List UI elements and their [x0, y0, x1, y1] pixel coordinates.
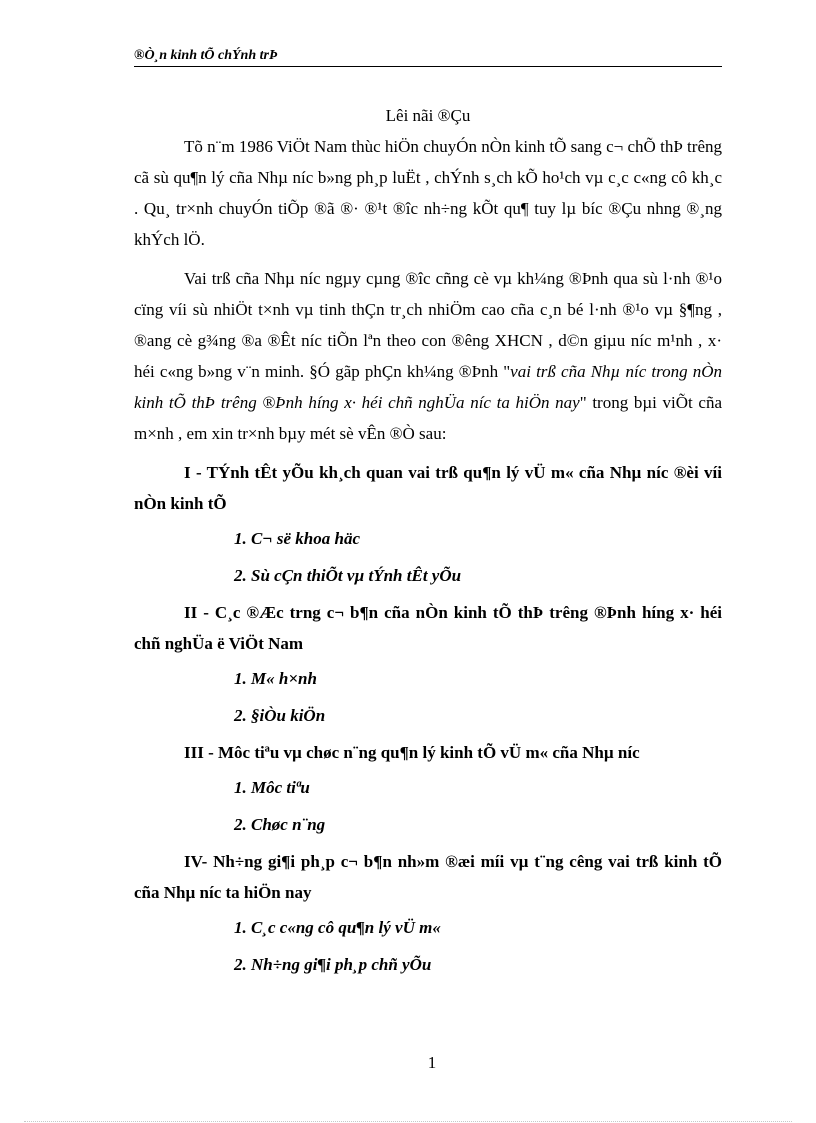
section-4-item-2: 2. Nh÷ng gi¶i ph¸p chñ yÕu: [234, 955, 432, 974]
paragraph-2: [134, 263, 722, 449]
section-2-item-2: 2. §iÒu kiÖn: [234, 706, 326, 725]
section-1-item-1: 1. C¬ së khoa häc: [234, 529, 361, 548]
page-number: 1: [427, 1053, 437, 1072]
document-title: Lêi nãi ®Çu: [385, 106, 471, 125]
section-heading-2: II - C¸c ®Æc trng c¬ b¶n cña nÒn kinh tÕ thÞ trêng ®Þnh híng x· héi chñ nghÜa ë ViÖt Nam: [134, 603, 722, 653]
paragraph-2-text: Vai trß cña Nhµ níc ngµy cµng ®îc cñng cè vµ kh¼ng ®Þnh qua sù l·nh ®¹o cïng víi sù nhiÖt t×nh vµ tinh thÇn tr¸ch nhiÖm cao cña c¸n bé l·nh ®¹o vµ §¶ng , ®ang cè g¾ng ®a ®Êt níc tiÕn lªn theo con ®êng XHCN , d©n giµu níc m¹nh , x· héi c«ng b»ng v¨n minh. §Ó gãp phÇn kh¼ng ®Þnh ": [134, 269, 722, 381]
section-3-item-2: 2. Chøc n¨ng: [234, 815, 326, 834]
section-heading-4: IV- Nh÷ng gi¶i ph¸p c¬ b¶n nh»m ®æi míi vµ t¨ng cêng vai trß kinh tÕ cña Nhµ níc ta hiÖn nay: [134, 852, 722, 902]
page-bottom-divider: [24, 1121, 792, 1122]
section-3-item-1: 1. Môc tiªu: [234, 778, 310, 797]
section-2-item-1: 1. M« h×nh: [234, 669, 317, 688]
section-heading-1: I - TÝnh tÊt yÕu kh¸ch quan vai trß qu¶n lý vÜ m« cña Nhµ níc ®èi víi nÒn kinh tÕ: [134, 463, 722, 513]
section-4-item-1: 1. C¸c c«ng cô qu¶n lý vÜ m«: [234, 918, 441, 937]
paragraph-2-italic-title: vai trß cña Nhµ níc trong nÒn kinh tÕ thÞ trêng ®Þnh híng x· héi chñ nghÜa níc ta hiÖn nay: [134, 362, 722, 412]
paragraph-1: Tõ n¨m 1986 ViÖt Nam thùc hiÖn chuyÓn nÒn kinh tÕ sang c¬ chÕ thÞ trêng cã sù qu¶n lý cña Nhµ níc b»ng ph¸p luËt , chÝnh s¸ch kÕ ho¹ch vµ c¸c c«ng cô kh¸c . Qu¸ tr×nh chuyÓn tiÕp ®ã ®· ®¹t ®îc nh÷ng kÕt qu¶ tuy lµ bíc ®Çu nhng ®¸ng khÝch lÖ.: [134, 137, 722, 249]
section-1-item-2: 2. Sù cÇn thiÕt vµ tÝnh tÊt yÕu: [234, 566, 462, 585]
document-body: [134, 100, 722, 986]
running-header: ®Ò¸n kinh tÕ chÝnh trÞ: [134, 48, 722, 67]
section-heading-3: III - Môc tiªu vµ chøc n¨ng qu¶n lý kinh tÕ vÜ m« cña Nhµ níc: [184, 743, 640, 762]
paragraph-2-text-end: " trong bµi viÕt cña m×nh , em xin tr×nh bµy mét sè vÊn ®Ò sau:: [134, 393, 722, 443]
